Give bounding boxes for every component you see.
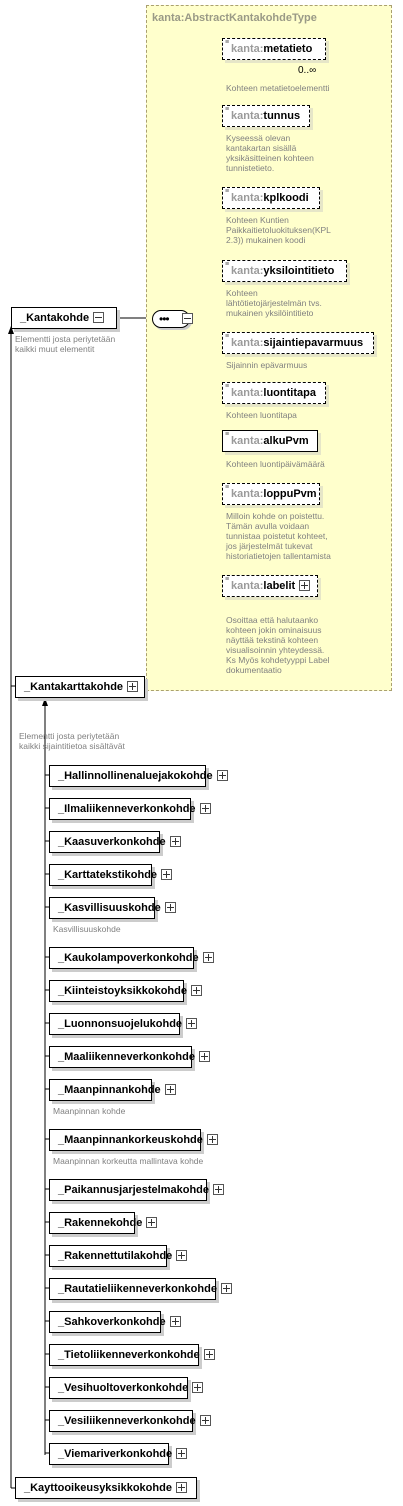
expand-icon[interactable] [176,1250,187,1261]
subtype-label: _Ilmaliikenneverkonkohde [58,803,196,815]
expand-icon[interactable] [221,1283,232,1294]
subtype-label: _Vesiliikenneverkonkohde [58,1415,196,1427]
root-element-box[interactable] [11,307,117,329]
sequence-collapse-icon[interactable] [182,313,193,324]
subtype-item[interactable] [49,1344,199,1366]
sequence-icon: ••• [159,312,169,326]
root-element-label: _Kantakohde [20,312,90,324]
expand-icon[interactable] [165,1084,176,1095]
subtype-kantakarttakohde[interactable]: _Kantakarttakohde [15,676,145,698]
subtype-label: _Rautatieliikenneverkonkohde [58,1283,217,1295]
multiplicity-metatieto: 0..∞ [298,65,317,76]
subtype-label: _Kiinteistoyksikkokohde [58,985,187,997]
element-metatieto[interactable]: ≡ kanta:metatieto [222,38,326,60]
subtype-description: Kasvillisuuskohde [53,924,121,934]
subtype-label: _Rakennekohde [58,1217,143,1229]
subtype-label: _Viemariverkonkohde [58,1448,173,1460]
root-description: Elementti josta periytetään kaikki muut elementit [15,334,116,354]
desc-sijaintiepavarmuus: Sijainnin epävarmuus [226,360,308,370]
subtype-label: _Karttatekstikohde [58,869,158,881]
expand-icon[interactable] [200,803,211,814]
expand-icon[interactable] [146,1217,157,1228]
element-icon: ≡ [225,431,230,438]
expand-icon[interactable] [200,1415,211,1426]
element-icon: ≡ [225,576,230,583]
element-icon: ≡ [225,39,230,46]
element-kplkoodi[interactable]: ≡ kanta:kplkoodi [222,187,320,209]
subtype-item[interactable] [49,798,196,820]
expand-icon[interactable] [204,1349,215,1360]
subtype-label: _Sahkoverkonkohde [58,1316,166,1328]
expand-icon[interactable] [299,580,310,591]
subtype-item[interactable] [49,947,199,969]
element-alkupvm[interactable]: ≡ kanta:alkuPvm [222,430,318,452]
subtype-item[interactable] [49,1079,161,1101]
expand-icon[interactable] [127,681,138,692]
desc-tunnus: Kyseessä olevan kantakartan sisällä yksikäsitteinen kohteen tunnistetieto. [226,133,314,173]
subtype-item[interactable] [49,1013,183,1035]
subtype-label: _Kaasuverkonkohde [58,836,166,848]
desc-alkupvm: Kohteen luontipäivämäärä [226,459,325,469]
subtype-label: _Luonnonsuojelukohde [58,1018,183,1030]
subtype-item[interactable] [49,897,161,919]
subtype-label: _Maanpinnankohde [58,1084,161,1096]
element-icon: ≡ [225,333,230,340]
element-yksilointitieto[interactable]: ≡ kanta:yksilointitieto [222,260,347,282]
subtype-label: _Kasvillisuuskohde [58,902,161,914]
subtype-label: _Tietoliikenneverkonkohde [58,1349,200,1361]
expand-icon[interactable] [207,1134,218,1145]
expand-icon[interactable] [217,770,228,781]
expand-icon[interactable] [170,1316,181,1327]
element-icon: ≡ [225,106,230,113]
element-labelit[interactable]: ≡ kanta:labelit [222,575,318,597]
subtype-item[interactable] [49,1212,143,1234]
subtype-item[interactable] [49,1443,173,1465]
type-title: kanta:AbstractKantakohdeType [152,12,317,24]
subtype-item[interactable] [49,1046,195,1068]
expand-icon[interactable] [176,1448,187,1459]
expand-icon[interactable] [192,1382,203,1393]
element-loppupvm[interactable]: ≡ kanta:loppuPvm [222,483,320,505]
subtype-item[interactable] [49,831,166,853]
expand-icon[interactable] [170,836,181,847]
desc-luontitapa: Kohteen luontitapa [226,410,297,420]
subtype-item[interactable] [49,765,213,787]
desc-yksilointitieto: Kohteen lähtötietojärjestelmän tvs. mukainen yksilöintitieto [226,288,322,318]
collapse-icon[interactable] [93,312,104,323]
subtype-label: _Maaliikenneverkonkohde [58,1051,195,1063]
element-icon: ≡ [225,188,230,195]
subtype-item[interactable] [49,1129,201,1151]
subtype-item[interactable] [49,1410,196,1432]
desc-loppupvm: Milloin kohde on poistettu. Tämän avulla voidaan tunnistaa poistetut kohteet, jos järjestelmät tukevat historiatietojen tallentamista [226,511,331,561]
expand-icon[interactable] [161,869,172,880]
subtype-label: _Maanpinnankorkeuskohde [58,1134,203,1146]
element-icon: ≡ [225,261,230,268]
expand-icon[interactable] [191,985,202,996]
expand-icon[interactable] [199,1051,210,1062]
expand-icon[interactable] [165,902,176,913]
subtype-label: _Hallinnollinenaluejakokohde [58,770,213,782]
subtype-item[interactable] [49,1245,173,1267]
subtype-item[interactable] [49,1377,188,1399]
expand-icon[interactable] [203,952,214,963]
subtype-description: Maanpinnan kohde [53,1106,126,1116]
expand-icon[interactable] [213,1184,224,1195]
subtype-item[interactable] [49,1278,216,1300]
desc-kplkoodi: Kohteen Kuntien Paikkaitietoluokituksen(KPL 2.3)) mukainen koodi [226,215,331,245]
element-sijaintiepavarmuus[interactable]: ≡ kanta:sijaintiepavarmuus [222,332,374,354]
subtype-item[interactable] [49,1311,166,1333]
subtype-label: _Vesihuoltoverkonkohde [58,1382,189,1394]
subtype-kayttooikeusyksikkokohde[interactable]: _Kayttooikeusyksikkokohde [15,1477,197,1499]
element-tunnus[interactable]: ≡ kanta:tunnus [222,105,310,127]
subtype-label: _Paikannusjarjestelmakohde [58,1184,210,1196]
desc-kantakarttakohde: Elementti josta periytetään kaikki sijaintitietoa sisältävät [19,731,125,751]
subtype-item[interactable] [49,864,158,886]
subtype-item[interactable] [49,1179,210,1201]
expand-icon[interactable] [176,1482,187,1493]
desc-labelit: Osoittaa että halutaanko kohteen jokin ominaisuus näyttää tekstinä kohteen visualisoinnin yhteydessä. Ks Myös kohdetyyppi Label dokumentaatio [226,615,330,675]
subtype-description: Maanpinnan korkeutta mallintava kohde [53,1156,204,1166]
expand-icon[interactable] [186,1018,197,1029]
element-luontitapa[interactable]: ≡ kanta:luontitapa [222,382,326,404]
subtype-label: _Rakennettutilakohde [58,1250,173,1262]
desc-metatieto: Kohteen metatietoelementti [226,83,330,93]
subtype-item[interactable] [49,980,187,1002]
subtype-label: _Kaukolampoverkonkohde [58,952,199,964]
element-icon: ≡ [225,484,230,491]
element-icon: ≡ [225,383,230,390]
